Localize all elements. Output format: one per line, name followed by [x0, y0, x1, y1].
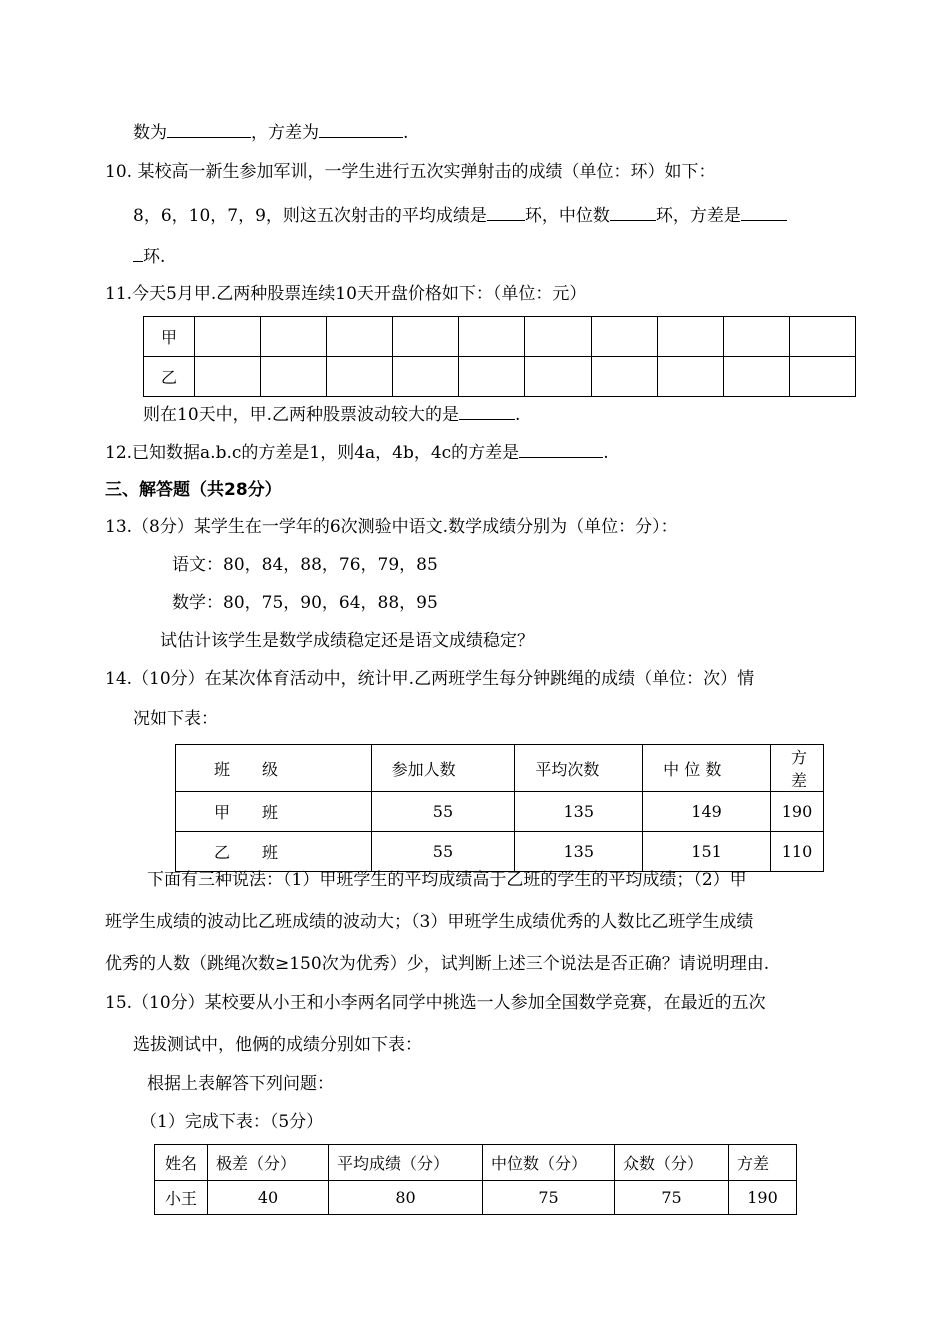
price-cell[interactable] — [195, 357, 261, 397]
col-header-range: 极差（分） — [208, 1145, 329, 1181]
col-header-average: 平均次数 — [515, 745, 643, 792]
q12-text: 12.已知数据a.b.c的方差是1，则4a，4b，4c的方差是 — [105, 443, 520, 463]
average-cell: 135 — [515, 792, 643, 832]
q13-question: 试估计该学生是数学成绩稳定还是语文成绩稳定？ — [160, 631, 534, 651]
price-cell[interactable] — [525, 317, 591, 357]
col-header-variance: 方差 — [729, 1145, 797, 1181]
col-header-variance: 方 差 — [770, 745, 823, 792]
q15-instruction: 根据上表解答下列问题： — [147, 1074, 334, 1094]
average-cell: 135 — [515, 832, 643, 872]
q10-blank-median[interactable] — [610, 203, 656, 221]
q9-blank-1[interactable] — [167, 120, 251, 138]
q10-blank-mean[interactable] — [487, 203, 525, 221]
q10-line-3-text: 环. — [143, 247, 166, 267]
variance-cell: 190 — [729, 1181, 797, 1215]
q11-tail-text: 则在10天中，甲.乙两种股票波动较大的是 — [143, 405, 460, 425]
q10-blank-variance-cont[interactable] — [133, 244, 143, 262]
col-header-mean: 平均成绩（分） — [329, 1145, 483, 1181]
class-cell: 乙 班 — [176, 832, 372, 872]
price-cell[interactable] — [261, 317, 327, 357]
q13-math-scores: 数学：80，75，90，64，88，95 — [172, 593, 438, 613]
name-cell: 小王 — [155, 1181, 208, 1215]
price-cell[interactable] — [591, 357, 657, 397]
q15-intro-2: 选拔测试中，他俩的成绩分别如下表： — [133, 1035, 422, 1055]
table-header-row — [176, 745, 824, 792]
price-cell[interactable] — [591, 317, 657, 357]
col-header-mode: 众数（分） — [615, 1145, 729, 1181]
price-cell[interactable] — [393, 317, 459, 357]
median-cell: 151 — [643, 832, 771, 872]
q14-intro-2: 况如下表： — [133, 709, 218, 729]
table-row — [144, 317, 856, 357]
q10-text-c: 环，方差是 — [655, 206, 741, 226]
col-header-name: 姓名 — [155, 1145, 208, 1181]
q15-subquestion-1: （1）完成下表：（5分） — [140, 1112, 324, 1132]
q11-blank[interactable] — [459, 402, 515, 420]
table-header-row — [155, 1145, 797, 1181]
q14-intro: 14.（10分）在某次体育活动中，统计甲.乙两班学生每分钟跳绳的成绩（单位：次）情 — [105, 669, 755, 689]
col-header-class: 班 级 — [176, 745, 372, 792]
row-label-yi: 乙 — [144, 357, 195, 397]
q12-blank[interactable] — [519, 440, 603, 458]
mean-cell: 80 — [329, 1181, 483, 1215]
range-cell: 40 — [208, 1181, 329, 1215]
q10-line-2 — [133, 203, 787, 228]
q12-line — [105, 440, 609, 465]
col-header-median: 中 位 数 — [643, 745, 771, 792]
q15-intro: 15.（10分）某校要从小王和小李两名同学中挑选一人参加全国数学竞赛，在最近的五次 — [105, 993, 766, 1013]
price-cell[interactable] — [525, 357, 591, 397]
stock-price-table — [143, 316, 856, 397]
participants-cell: 55 — [371, 832, 515, 872]
q11-tail-end: . — [515, 405, 521, 425]
q10-line-1: 10. 某校高一新生参加军训，一学生进行五次实弹射击的成绩（单位：环）如下： — [105, 162, 716, 182]
q13-intro: 13.（8分）某学生在一学年的6次测验中语文.数学成绩分别为（单位：分）： — [105, 517, 678, 537]
price-cell[interactable] — [261, 357, 327, 397]
price-cell[interactable] — [789, 357, 855, 397]
q10-text-a: 8，6，10，7，9，则这五次射击的平均成绩是 — [133, 206, 487, 226]
competition-table — [154, 1144, 797, 1215]
col-header-participants: 参加人数 — [371, 745, 515, 792]
q9-tail-line — [133, 120, 408, 145]
variance-cell: 110 — [770, 832, 823, 872]
price-cell[interactable] — [723, 317, 789, 357]
q11-tail — [143, 402, 520, 427]
row-label-jia: 甲 — [144, 317, 195, 357]
price-cell[interactable] — [723, 357, 789, 397]
table-row — [155, 1181, 797, 1215]
col-header-median: 中位数（分） — [483, 1145, 615, 1181]
q13-chinese-scores: 语文：80，84，88，76，79，85 — [172, 555, 438, 575]
q9-end: . — [403, 123, 409, 143]
median-cell: 149 — [643, 792, 771, 832]
price-cell[interactable] — [459, 357, 525, 397]
variance-cell: 190 — [770, 792, 823, 832]
q10-line-3 — [133, 244, 165, 269]
q10-text-b: 环，中位数 — [524, 206, 610, 226]
section-3-title: 三、解答题（共28分） — [105, 480, 282, 500]
price-cell[interactable] — [459, 317, 525, 357]
table-row — [176, 832, 824, 872]
median-cell: 75 — [483, 1181, 615, 1215]
q12-end: . — [603, 443, 609, 463]
price-cell[interactable] — [195, 317, 261, 357]
q9-mid: ，方差为 — [251, 123, 319, 143]
price-cell[interactable] — [657, 357, 723, 397]
price-cell[interactable] — [657, 317, 723, 357]
mode-cell: 75 — [615, 1181, 729, 1215]
q14-paragraph-2: 班学生成绩的波动比乙班成绩的波动大；（3）甲班学生成绩优秀的人数比乙班学生成绩 — [105, 912, 754, 932]
q9-prefix: 数为 — [133, 123, 167, 143]
q10-blank-variance[interactable] — [741, 203, 787, 221]
q14-paragraph-3: 优秀的人数（跳绳次数≥150次为优秀）少，试判断上述三个说法是否正确？请说明理由. — [105, 954, 770, 974]
table-row — [176, 792, 824, 832]
class-cell: 甲 班 — [176, 792, 372, 832]
participants-cell: 55 — [371, 792, 515, 832]
price-cell[interactable] — [327, 357, 393, 397]
table-row — [144, 357, 856, 397]
q11-intro: 11.今天5月甲.乙两种股票连续10天开盘价格如下：（单位：元） — [105, 284, 587, 304]
jump-rope-table — [175, 744, 824, 872]
q14-paragraph-1: 下面有三种说法：（1）甲班学生的平均成绩高于乙班的学生的平均成绩；（2）甲 — [147, 870, 747, 890]
price-cell[interactable] — [327, 317, 393, 357]
price-cell[interactable] — [393, 357, 459, 397]
q9-blank-2[interactable] — [319, 120, 403, 138]
price-cell[interactable] — [789, 317, 855, 357]
